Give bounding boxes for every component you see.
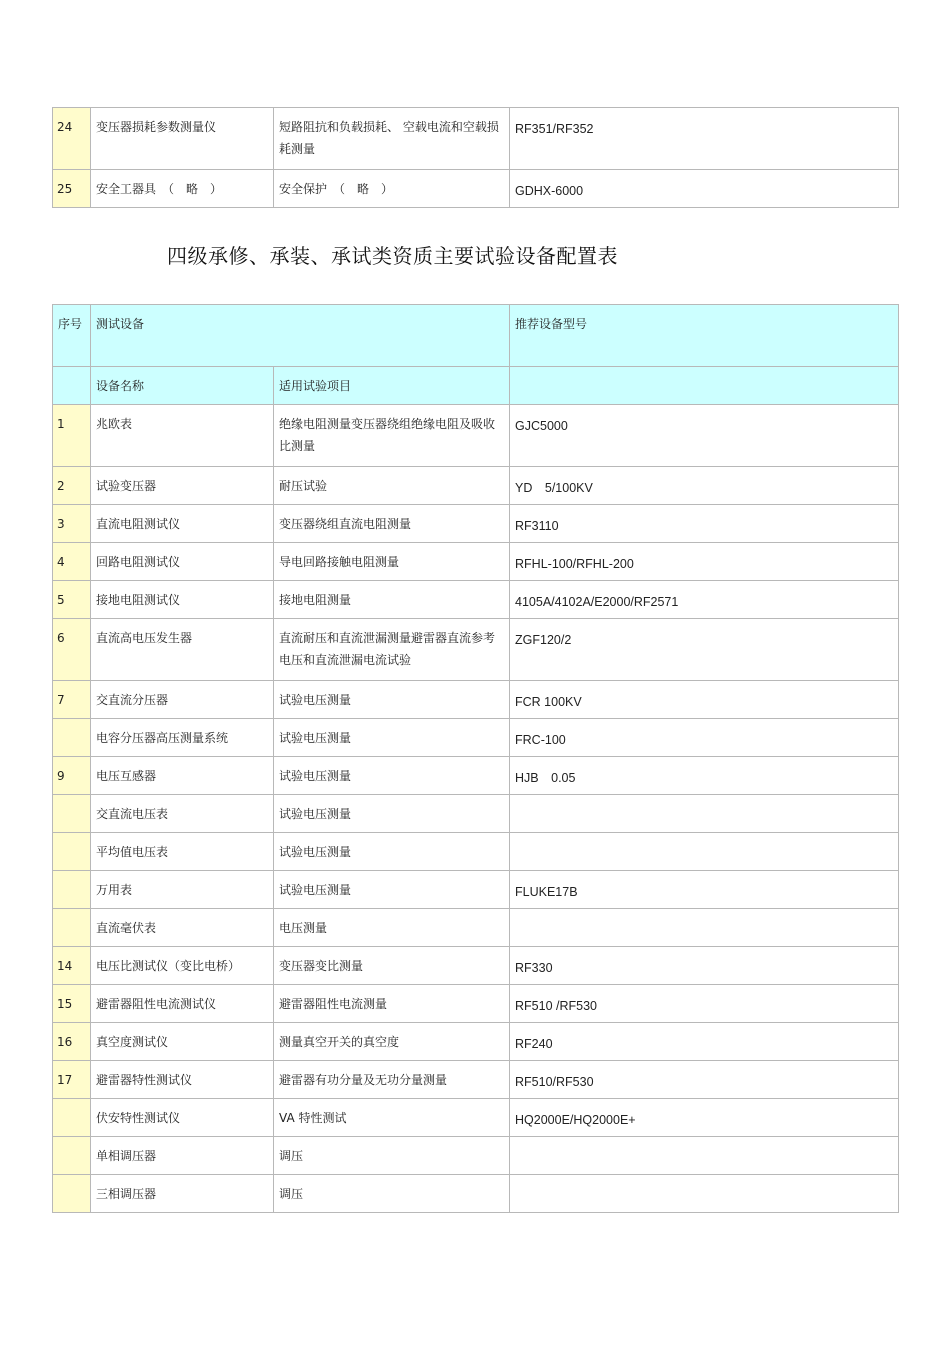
table-row xyxy=(53,405,899,467)
row-number: 1 xyxy=(53,405,91,467)
table-row xyxy=(53,985,899,1023)
row-number: 4 xyxy=(53,543,91,581)
row-device-name: 直流毫伏表 xyxy=(91,909,274,947)
row-model: GDHX-6000 xyxy=(510,170,899,208)
table-row xyxy=(53,719,899,757)
header-no: 序号 xyxy=(53,305,91,367)
header-name: 设备名称 xyxy=(91,367,274,405)
table-row xyxy=(53,909,899,947)
table-row xyxy=(53,467,899,505)
table-row xyxy=(53,108,899,170)
table-row xyxy=(53,681,899,719)
row-device-name: 兆欧表 xyxy=(91,405,274,467)
row-device-name: 交直流电压表 xyxy=(91,795,274,833)
row-test-item: 试验电压测量 xyxy=(274,719,510,757)
row-device-name: 接地电阻测试仪 xyxy=(91,581,274,619)
row-number xyxy=(53,719,91,757)
row-model: HQ2000E/HQ2000E+ xyxy=(510,1099,899,1137)
row-device-name: 电压互感器 xyxy=(91,757,274,795)
row-number: 2 xyxy=(53,467,91,505)
row-number xyxy=(53,909,91,947)
row-model: RF510/RF530 xyxy=(510,1061,899,1099)
row-number xyxy=(53,871,91,909)
table-row xyxy=(53,947,899,985)
row-device-name: 交直流分压器 xyxy=(91,681,274,719)
row-number: 17 xyxy=(53,1061,91,1099)
row-device-name: 变压器损耗参数测量仪 xyxy=(91,108,274,170)
row-number: 15 xyxy=(53,985,91,1023)
row-model xyxy=(510,1137,899,1175)
row-device-name: 平均值电压表 xyxy=(91,833,274,871)
row-model: HJB 0.05 xyxy=(510,757,899,795)
row-model xyxy=(510,909,899,947)
row-test-item: 直流耐压和直流泄漏测量避雷器直流参考电压和直流泄漏电流试验 xyxy=(274,619,510,681)
row-model xyxy=(510,795,899,833)
row-device-name: 单相调压器 xyxy=(91,1137,274,1175)
row-number xyxy=(53,1137,91,1175)
row-model: ZGF120/2 xyxy=(510,619,899,681)
row-number: 25 xyxy=(53,170,91,208)
row-test-item: 调压 xyxy=(274,1175,510,1213)
row-model: FRC-100 xyxy=(510,719,899,757)
row-test-item: 试验电压测量 xyxy=(274,833,510,871)
row-test-item: 避雷器阻性电流测量 xyxy=(274,985,510,1023)
row-number: 6 xyxy=(53,619,91,681)
table-row xyxy=(53,1023,899,1061)
table-header-row xyxy=(53,305,899,367)
row-number: 7 xyxy=(53,681,91,719)
row-model: FCR 100KV xyxy=(510,681,899,719)
row-test-item: 试验电压测量 xyxy=(274,795,510,833)
row-test-item: 试验电压测量 xyxy=(274,757,510,795)
row-number: 14 xyxy=(53,947,91,985)
table-row xyxy=(53,619,899,681)
table-row xyxy=(53,871,899,909)
row-test-item: 避雷器有功分量及无功分量测量 xyxy=(274,1061,510,1099)
table-row xyxy=(53,1137,899,1175)
row-device-name: 直流电阻测试仪 xyxy=(91,505,274,543)
table-subheader-row xyxy=(53,367,899,405)
row-model xyxy=(510,1175,899,1213)
row-test-item: 电压测量 xyxy=(274,909,510,947)
row-model: RF240 xyxy=(510,1023,899,1061)
row-model: RF3110 xyxy=(510,505,899,543)
row-model: RF330 xyxy=(510,947,899,985)
table-row xyxy=(53,1175,899,1213)
table-row xyxy=(53,833,899,871)
row-number xyxy=(53,795,91,833)
table-row xyxy=(53,1099,899,1137)
row-test-item: 调压 xyxy=(274,1137,510,1175)
table-row xyxy=(53,581,899,619)
row-test-item: 安全保护 （ 略 ） xyxy=(274,170,510,208)
table-row xyxy=(53,757,899,795)
row-device-name: 伏安特性测试仪 xyxy=(91,1099,274,1137)
table-row xyxy=(53,795,899,833)
header-model: 推荐设备型号 xyxy=(510,305,899,367)
row-test-item: 变压器变比测量 xyxy=(274,947,510,985)
header-item: 适用试验项目 xyxy=(274,367,510,405)
row-device-name: 三相调压器 xyxy=(91,1175,274,1213)
row-device-name: 避雷器特性测试仪 xyxy=(91,1061,274,1099)
top-equipment-table xyxy=(52,107,899,208)
row-test-item: 绝缘电阻测量变压器绕组绝缘电阻及吸收比测量 xyxy=(274,405,510,467)
row-number: 5 xyxy=(53,581,91,619)
header-device: 测试设备 xyxy=(91,305,510,367)
row-number xyxy=(53,1175,91,1213)
row-test-item: 测量真空开关的真空度 xyxy=(274,1023,510,1061)
row-model: YD 5/100KV xyxy=(510,467,899,505)
row-number: 3 xyxy=(53,505,91,543)
row-device-name: 电压比测试仪（变比电桥） xyxy=(91,947,274,985)
subheader-model-blank xyxy=(510,367,899,405)
page-title: 四级承修、承装、承试类资质主要试验设备配置表 xyxy=(167,244,618,268)
equipment-config-table xyxy=(52,304,899,1213)
row-device-name: 回路电阻测试仪 xyxy=(91,543,274,581)
table-row xyxy=(53,505,899,543)
row-number: 16 xyxy=(53,1023,91,1061)
row-device-name: 电容分压器高压测量系统 xyxy=(91,719,274,757)
row-device-name: 万用表 xyxy=(91,871,274,909)
row-model: RF351/RF352 xyxy=(510,108,899,170)
row-model: 4105A/4102A/E2000/RF2571 xyxy=(510,581,899,619)
row-model: RFHL-100/RFHL-200 xyxy=(510,543,899,581)
row-device-name: 避雷器阻性电流测试仪 xyxy=(91,985,274,1023)
row-test-item: 导电回路接触电阻测量 xyxy=(274,543,510,581)
row-test-item: 短路阻抗和负载损耗、 空载电流和空载损耗测量 xyxy=(274,108,510,170)
row-test-item: VA 特性测试 xyxy=(274,1099,510,1137)
row-test-item: 试验电压测量 xyxy=(274,681,510,719)
table-row xyxy=(53,543,899,581)
row-test-item: 变压器绕组直流电阻测量 xyxy=(274,505,510,543)
row-test-item: 试验电压测量 xyxy=(274,871,510,909)
row-number: 24 xyxy=(53,108,91,170)
table-row xyxy=(53,170,899,208)
row-device-name: 试验变压器 xyxy=(91,467,274,505)
row-model: GJC5000 xyxy=(510,405,899,467)
row-model: RF510 /RF530 xyxy=(510,985,899,1023)
row-device-name: 安全工器具 （ 略 ） xyxy=(91,170,274,208)
table-row xyxy=(53,1061,899,1099)
row-model xyxy=(510,833,899,871)
row-test-item: 耐压试验 xyxy=(274,467,510,505)
row-number xyxy=(53,833,91,871)
row-device-name: 直流高电压发生器 xyxy=(91,619,274,681)
row-number: 9 xyxy=(53,757,91,795)
row-test-item: 接地电阻测量 xyxy=(274,581,510,619)
subheader-blank xyxy=(53,367,91,405)
row-number xyxy=(53,1099,91,1137)
row-model: FLUKE17B xyxy=(510,871,899,909)
row-device-name: 真空度测试仪 xyxy=(91,1023,274,1061)
